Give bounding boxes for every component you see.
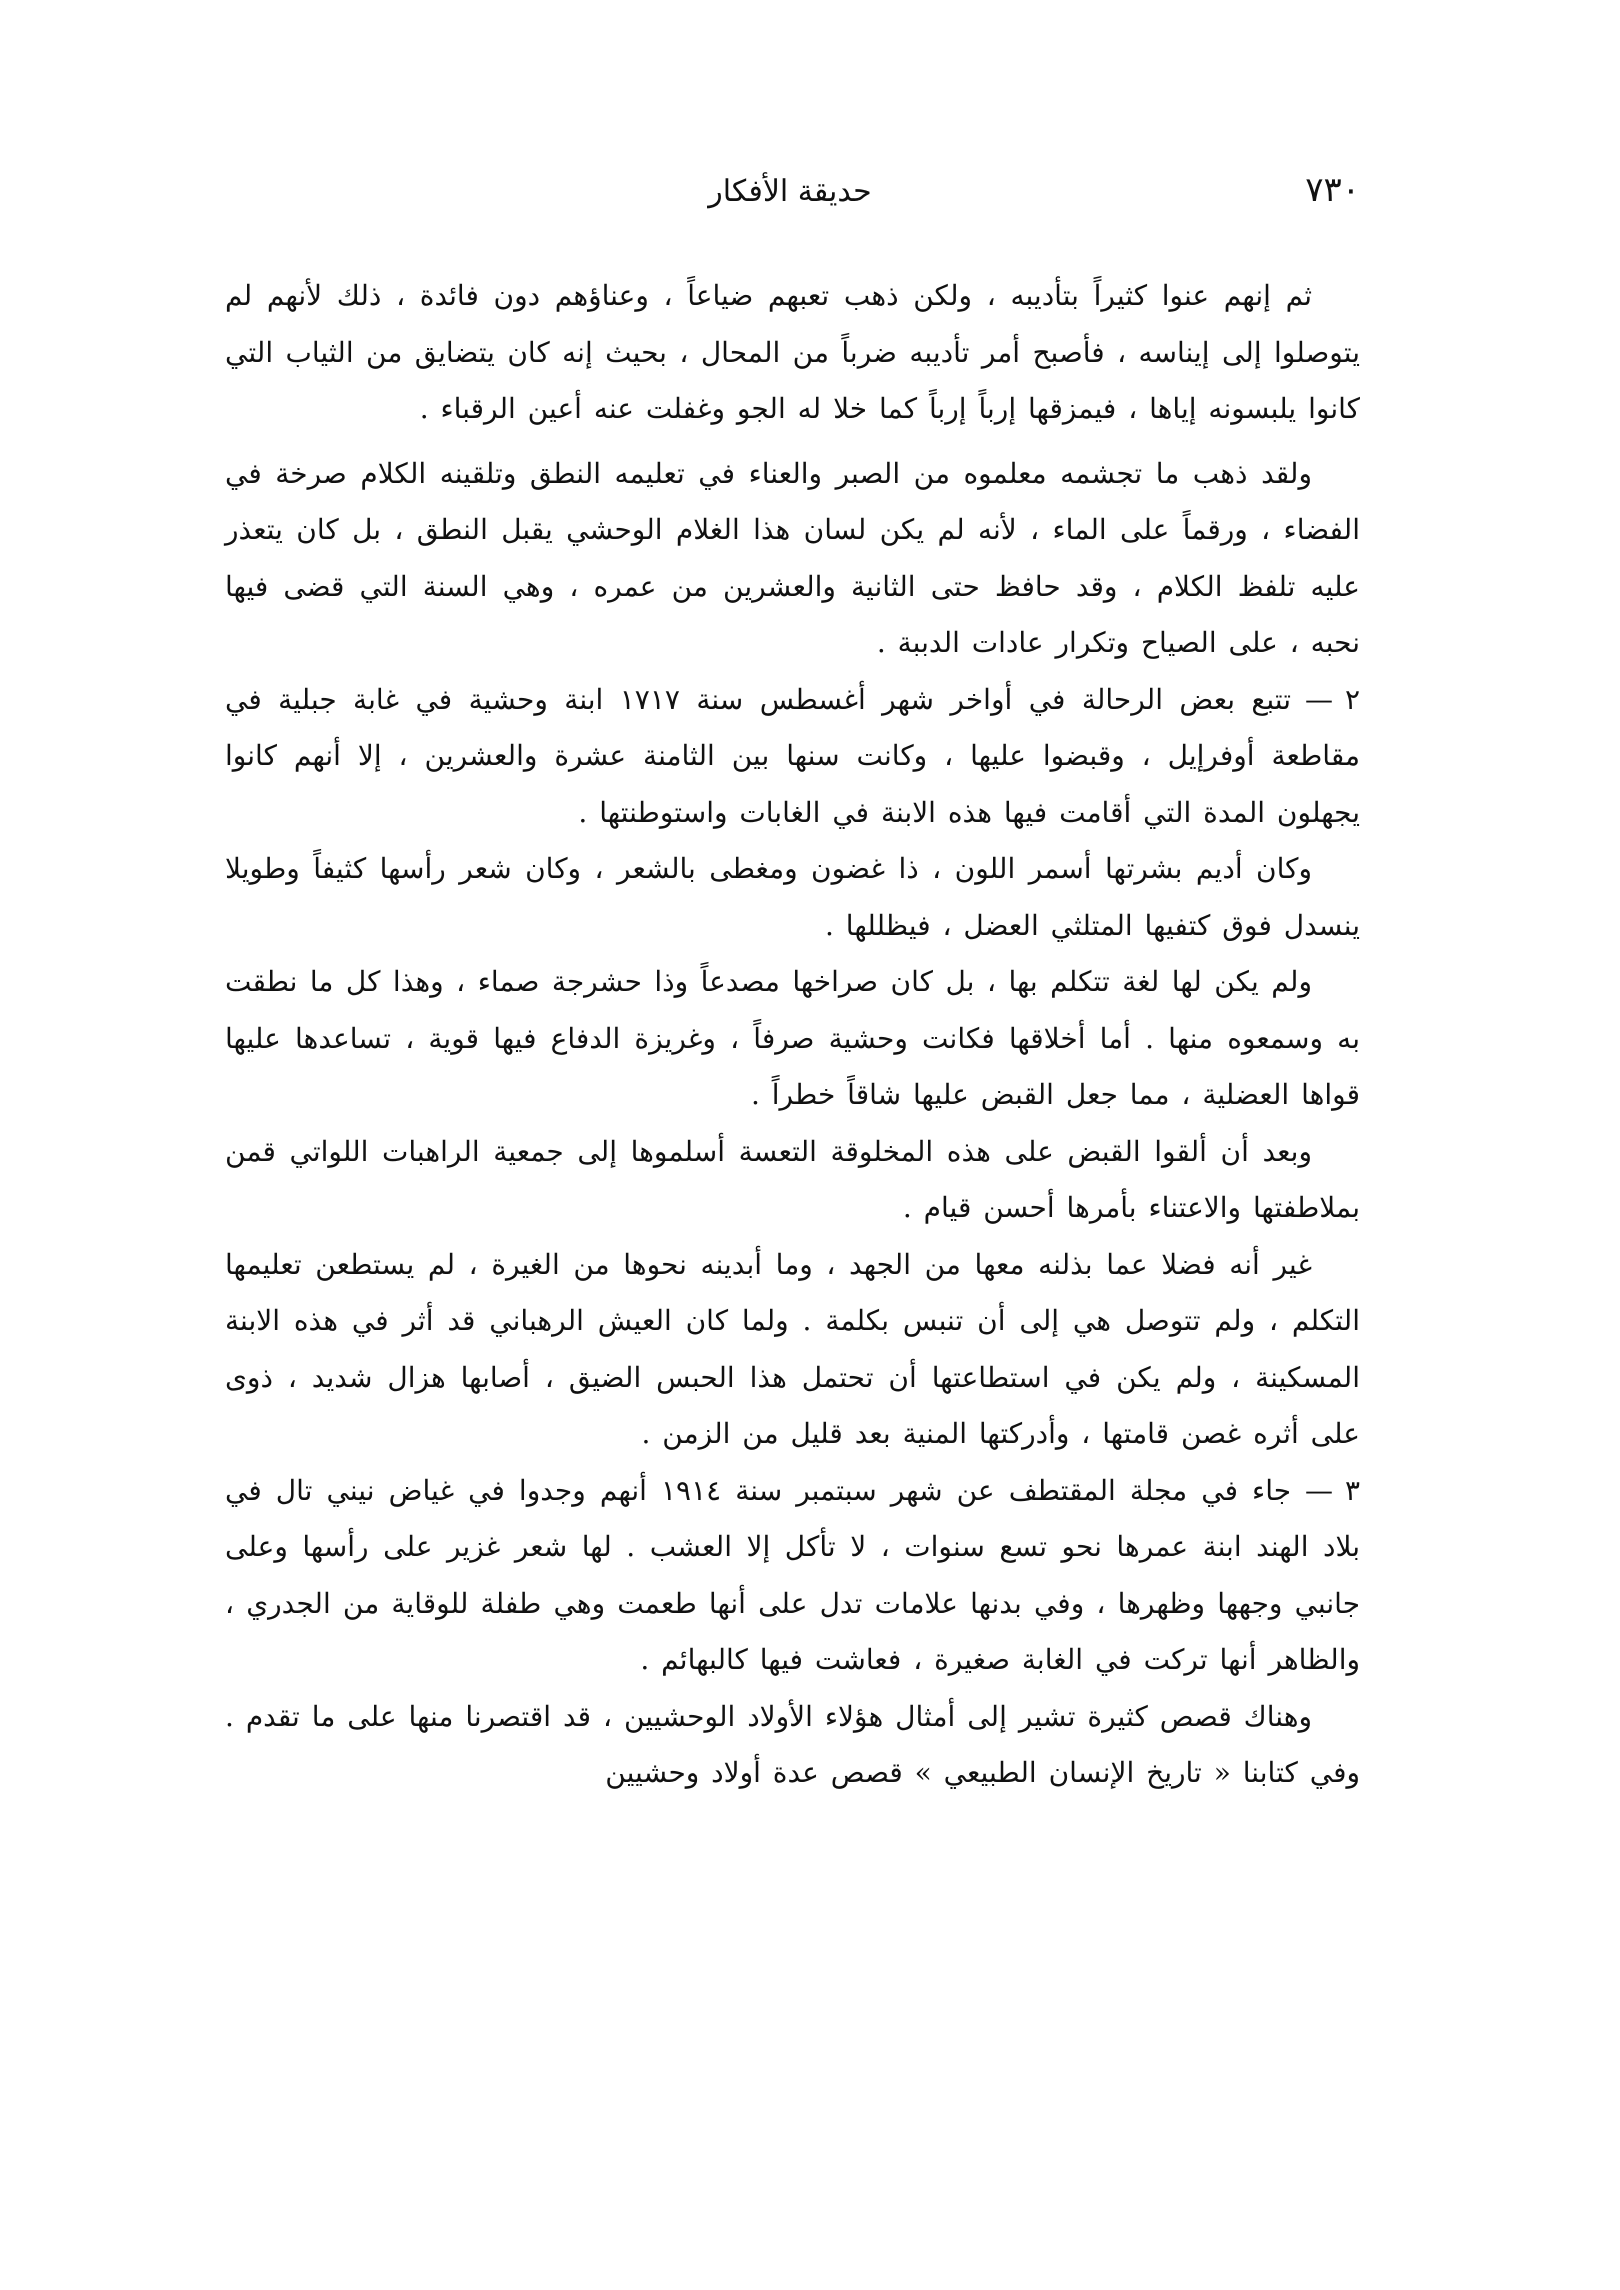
- paragraph-text: تتبع بعض الرحالة في أواخر شهر أغسطس سنة ١٧١٧ ابنة وحشية في غابة جبلية في مقاطعة أوفرإيل ، وقبضوا عليها ، وكانت سنها بين الثامنة عشرة والعشرين ، إلا أنهم كانوا يجهلون المدة التي أقامت فيها هذه الابنة في الغابات واستوطنتها .: [225, 682, 1360, 829]
- section-number: ٢ —: [1305, 682, 1360, 716]
- page-header: [220, 170, 1360, 230]
- paragraph: وكان أديم بشرتها أسمر اللون ، ذا غضون ومغطى بالشعر ، وكان شعر رأسها كثيفاً وطويلا ينسدل فوق كتفيها المتلثي العضل ، فيظللها .: [225, 852, 1360, 942]
- paragraph: غير أنه فضلا عما بذلنه معها من الجهد ، وما أبدينه نحوها من الغيرة ، لم يستطعن تعليمها التكلم ، ولم تتوصل هي إلى أن تنبس بكلمة . ولما كان العيش الرهباني قد أثر في هذه الابنة المسكينة ، ولم يكن في استطاعتها أن تحتمل هذا الحبس الضيق ، أصابها هزال شديد ، ذوى على أثره غصن قامتها ، وأدركتها المنية بعد قليل من الزمن .: [225, 1247, 1360, 1450]
- paragraph-text: جاء في مجلة المقتطف عن شهر سبتمبر سنة ١٩١٤ أنهم وجدوا في غياض نيني تال في بلاد الهند ابنة عمرها نحو تسع سنوات ، لا تأكل إلا العشب . لها شعر غزير على رأسها وعلى جانبي وجهها وظهرها ، وفي بدنها علامات تدل على أنها طعمت وهي طفلة للوقاية من الجدري ، والظاهر أنها تركت في الغابة صغيرة ، فعاشت فيها كالبهائم .: [225, 1473, 1360, 1676]
- paragraph: وبعد أن ألقوا القبض على هذه المخلوقة التعسة أسلموها إلى جمعية الراهبات اللواتي قمن بملاطفتها والاعتناء بأمرها أحسن قيام .: [225, 1134, 1360, 1224]
- paragraph: ولم يكن لها لغة تتكلم بها ، بل كان صراخها مصدعاً وذا حشرجة صماء ، وهذا كل ما نطقت به وسمعوه منها . أما أخلاقها فكانت وحشية صرفاً ، وغريزة الدفاع فيها قوية ، تساعدها عليها قواها العضلية ، مما جعل القبض عليها شاقاً خطراً .: [225, 965, 1360, 1111]
- page-number: ٧٣٠: [1305, 170, 1360, 210]
- running-title: حديقة الأفكار: [708, 174, 872, 209]
- paragraph: ثم إنهم عنوا كثيراً بتأديبه ، ولكن ذهب تعبهم ضياعاً ، وعناؤهم دون فائدة ، ذلك لأنهم لم يتوصلوا إلى إيناسه ، فأصبح أمر تأديبه ضرباً من المحال ، بحيث إنه كان يتضايق من الثياب التي كانوا يلبسونه إياها ، فيمزقها إرباً إرباً كما خلا له الجو وغفلت عنه أعين الرقباء .: [225, 279, 1360, 425]
- body-text: [225, 268, 1360, 1802]
- numbered-paragraph: [225, 1463, 1360, 1689]
- paragraph: وهناك قصص كثيرة تشير إلى أمثال هؤلاء الأولاد الوحشيين ، قد اقتصرنا منها على ما تقدم . وفي كتابنا « تاريخ الإنسان الطبيعي » قصص عدة أولاد وحشيين: [225, 1699, 1360, 1789]
- numbered-paragraph: [225, 672, 1360, 842]
- paragraph: ولقد ذهب ما تجشمه معلموه من الصبر والعناء في تعليمه النطق وتلقينه الكلام صرخة في الفضاء ، ورقماً على الماء ، لأنه لم يكن لسان هذا الغلام الوحشي يقبل النطق ، بل كان يتعذر عليه تلفظ الكلام ، وقد حافظ حتى الثانية والعشرين من عمره ، وهي السنة التي قضى فيها نحبه ، على الصياح وتكرار عادات الدببة .: [225, 456, 1360, 659]
- section-number: ٣ —: [1305, 1473, 1360, 1507]
